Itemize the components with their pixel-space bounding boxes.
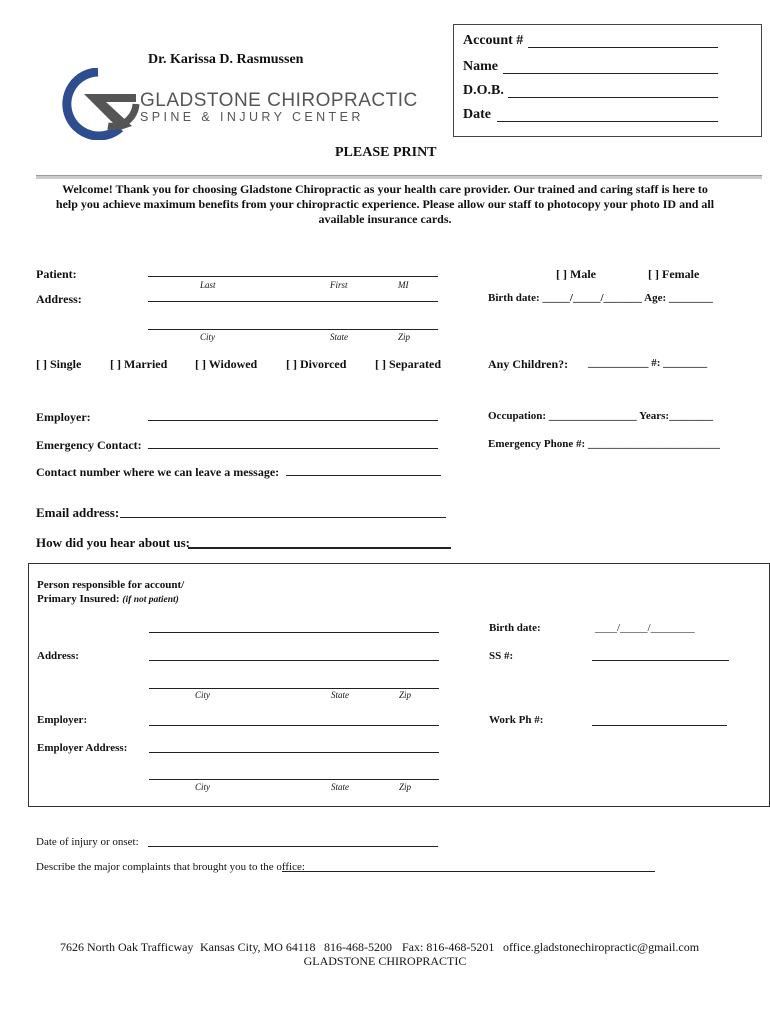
resp-sub-city: City — [195, 690, 210, 700]
sub-last: Last — [200, 280, 216, 290]
welcome-line1: Welcome! Thank you for choosing Gladstone Chiropractic as your health care provider. Our trained and caring staff is here to — [62, 182, 708, 196]
footer-email[interactable]: office.gladstonechiropractic@gmail.com — [503, 940, 700, 954]
dob-label: D.O.B. — [463, 83, 504, 98]
responsible-title-1: Person responsible for account/ — [37, 579, 185, 591]
doctor-name: Dr. Karissa D. Rasmussen — [148, 52, 304, 67]
injury-date-label: Date of injury or onset: — [36, 836, 139, 848]
ss-label: SS #: — [489, 650, 514, 662]
resp-employer-label: Employer: — [37, 714, 88, 726]
responsible-title-2 — [37, 593, 179, 605]
footer-name: GLADSTONE CHIROPRACTIC — [303, 954, 467, 968]
complaints-label: Describe the major complaints that brought you to the office: — [36, 861, 305, 873]
resp-city-field[interactable] — [149, 688, 439, 689]
occupation-years[interactable]: Occupation: ________________ Years:________ — [488, 410, 714, 422]
logo-line1: GLADSTONE CHIROPRACTIC — [140, 90, 418, 111]
email-field[interactable] — [120, 517, 446, 518]
welcome-line2: help you achieve maximum benefits from your chiropractic experience. Please allow our staff to photocopy your photo ID and all — [55, 197, 715, 211]
resp-address-field[interactable] — [149, 660, 439, 661]
logo-line2: SPINE & INJURY CENTER — [140, 110, 364, 124]
account-label: Account # — [463, 33, 524, 48]
address-label: Address: — [36, 292, 82, 306]
primary-insured-label: Primary Insured: — [37, 593, 120, 605]
name-field[interactable] — [503, 73, 718, 74]
welcome-line3: available insurance cards. — [318, 212, 452, 226]
contact-number-field[interactable] — [286, 475, 441, 476]
footer-address: 7626 North Oak Trafficway — [60, 940, 194, 954]
sub-mi: MI — [398, 280, 409, 290]
birth-date-age[interactable]: Birth date: _____/_____/_______ Age: ________ — [488, 292, 713, 304]
if-not-patient-note: (if not patient) — [122, 595, 179, 605]
city-state-zip-field[interactable] — [148, 329, 438, 330]
sub-first: First — [330, 280, 348, 290]
sub-state: State — [330, 332, 348, 342]
work-ph-label: Work Ph #: — [489, 714, 544, 726]
children-label: Any Children?: — [488, 357, 569, 371]
emp-sub-zip: Zip — [399, 782, 412, 792]
name-label: Name — [463, 59, 498, 74]
resp-address-label: Address: — [37, 650, 79, 662]
employer-label: Employer: — [36, 410, 91, 424]
sub-zip: Zip — [398, 332, 411, 342]
male-checkbox[interactable]: [ ] Male — [556, 267, 596, 281]
clinic-logo — [50, 68, 418, 140]
emp-sub-city: City — [195, 782, 210, 792]
emergency-contact-field[interactable] — [148, 448, 438, 449]
account-field[interactable] — [528, 47, 718, 48]
heard-label: How did you hear about us: — [36, 535, 190, 550]
responsible-box — [28, 563, 770, 807]
date-label: Date — [463, 107, 491, 122]
date-field[interactable] — [497, 121, 718, 122]
patient-label: Patient: — [36, 267, 77, 281]
account-box — [453, 24, 762, 137]
emergency-contact-label: Emergency Contact: — [36, 438, 142, 452]
children-field[interactable]: ___________ #: ________ — [588, 357, 708, 369]
employer-city-field[interactable] — [149, 779, 439, 780]
resp-employer-field[interactable] — [149, 725, 439, 726]
dob-field[interactable] — [508, 97, 718, 98]
separated-checkbox[interactable]: [ ] Separated — [375, 357, 441, 371]
address-field[interactable] — [148, 301, 438, 302]
heard-field[interactable] — [188, 547, 451, 549]
contact-number-label: Contact number where we can leave a message: — [36, 465, 280, 479]
single-checkbox[interactable]: [ ] Single — [36, 357, 82, 371]
injury-date-field[interactable] — [148, 846, 438, 847]
widowed-checkbox[interactable]: [ ] Widowed — [195, 357, 258, 371]
resp-sub-state: State — [331, 690, 349, 700]
employer-field[interactable] — [148, 420, 438, 421]
female-checkbox[interactable]: [ ] Female — [648, 267, 700, 281]
married-checkbox[interactable]: [ ] Married — [110, 357, 168, 371]
divorced-checkbox[interactable]: [ ] Divorced — [286, 357, 347, 371]
footer-phone: 816-468-5200 — [324, 940, 392, 954]
resp-sub-zip: Zip — [399, 690, 412, 700]
email-label: Email address: — [36, 505, 120, 520]
complaints-field[interactable] — [282, 871, 655, 872]
work-ph-field[interactable] — [592, 725, 727, 726]
divider — [36, 175, 762, 179]
emp-sub-state: State — [331, 782, 349, 792]
emergency-phone[interactable]: Emergency Phone #: ________________________ — [488, 438, 720, 450]
responsible-name-field[interactable] — [149, 632, 439, 633]
sub-city: City — [200, 332, 215, 342]
resp-birth-date-field[interactable]: ____/_____/________ — [595, 622, 695, 634]
employer-address-field[interactable] — [149, 752, 439, 753]
employer-address-label: Employer Address: — [37, 742, 128, 754]
patient-name-field[interactable] — [148, 276, 438, 277]
logo-mark-icon — [50, 68, 145, 140]
resp-birth-date-label: Birth date: — [489, 622, 541, 634]
ss-field[interactable] — [592, 660, 729, 661]
please-print: PLEASE PRINT — [335, 145, 437, 160]
footer-city: Kansas City, MO 64118 — [200, 940, 316, 954]
footer-fax: Fax: 816-468-5201 — [402, 940, 495, 954]
